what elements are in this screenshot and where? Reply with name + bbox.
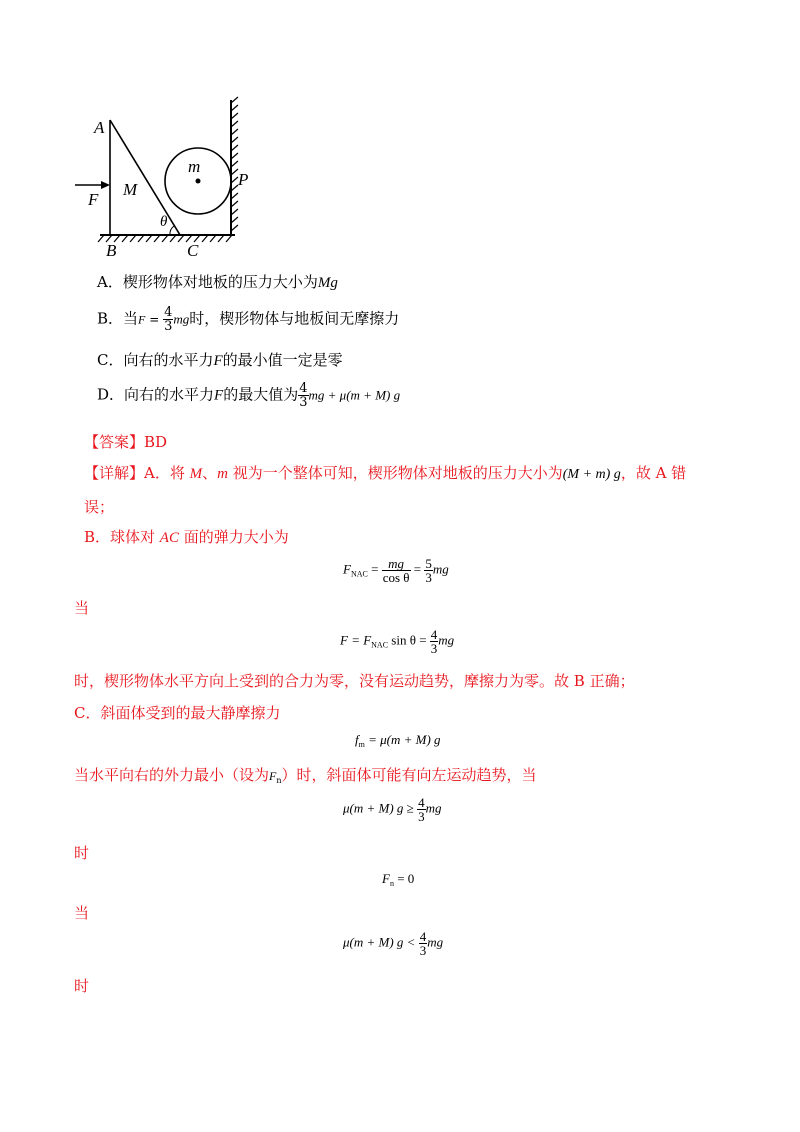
shi-2: 时 — [74, 977, 90, 995]
option-b: B．当F = $\frac{4}{3}$ mg时，楔形物体与地板间无摩擦力 — [97, 305, 400, 334]
shi-1: 时 — [74, 844, 90, 862]
equation-2: $F = F_{NAC}$ sin θ = $\frac{4}{3}$ mg — [340, 627, 455, 656]
answer: 【答案】BD — [84, 433, 168, 451]
force-arrowhead — [101, 181, 110, 189]
ball-center — [196, 179, 201, 184]
angle-arc — [170, 226, 174, 235]
explanation-c: C．斜面体受到的最大静摩擦力 — [74, 704, 281, 722]
label-C: C — [187, 241, 199, 260]
explanation-b-conclusion: 时，楔形物体水平方向上受到的合力为零，没有运动趋势，摩擦力为零。故 B 正确； — [74, 672, 635, 690]
wall-hatch — [231, 97, 238, 231]
label-m: m — [188, 157, 201, 176]
label-P: P — [238, 170, 249, 189]
label-F: F — [88, 190, 99, 209]
equation-1: $F_{NAC}$ = $\frac{mg}{\text{cos θ}}$ = $\frac{5}{3}$ mg — [343, 556, 449, 585]
wedge — [110, 120, 180, 235]
explanation-line-1: 【详解】A．将 M、m 视为一个整体可知，楔形物体对地板的压力大小为(M + m) g，故 A 错 — [84, 464, 687, 482]
floor-hatch — [98, 235, 232, 242]
equation-6: μ(m + M) g < $\frac{4}{3}$ mg — [343, 929, 444, 958]
option-d: D．向右的水平力F的最大值为 $\frac{4}{3}$ mg + μ(m + M) g — [97, 381, 401, 410]
label-B: B — [106, 241, 117, 260]
dang-1: 当 — [74, 599, 90, 617]
option-a: A．楔形物体对地板的压力大小为Mg — [97, 273, 338, 291]
physics-diagram — [60, 95, 270, 265]
equation-4: μ(m + M) g ≥ $\frac{4}{3}$ mg — [343, 795, 442, 824]
label-A: A — [94, 118, 105, 137]
explanation-c-2: 当水平向右的外力最小（设为$F_n$）时，斜面体可能有向左运动趋势，当 — [74, 766, 537, 785]
fraction: $\frac{4}{3}$ — [299, 381, 308, 410]
explanation-b: B．球体对 AC 面的弹力大小为 — [84, 528, 289, 546]
label-M: M — [123, 180, 138, 199]
equation-5: $F_n = 0$ — [382, 871, 415, 888]
fraction: $\frac{4}{3}$ — [164, 305, 173, 334]
label-theta: θ — [160, 214, 168, 230]
option-c: C．向右的水平力F的最小值一定是零 — [97, 351, 343, 369]
equation-3: $f_m = \mu(m + M)$ g — [355, 732, 441, 749]
explanation-line-2: 误； — [84, 498, 115, 516]
dang-2: 当 — [74, 904, 90, 922]
